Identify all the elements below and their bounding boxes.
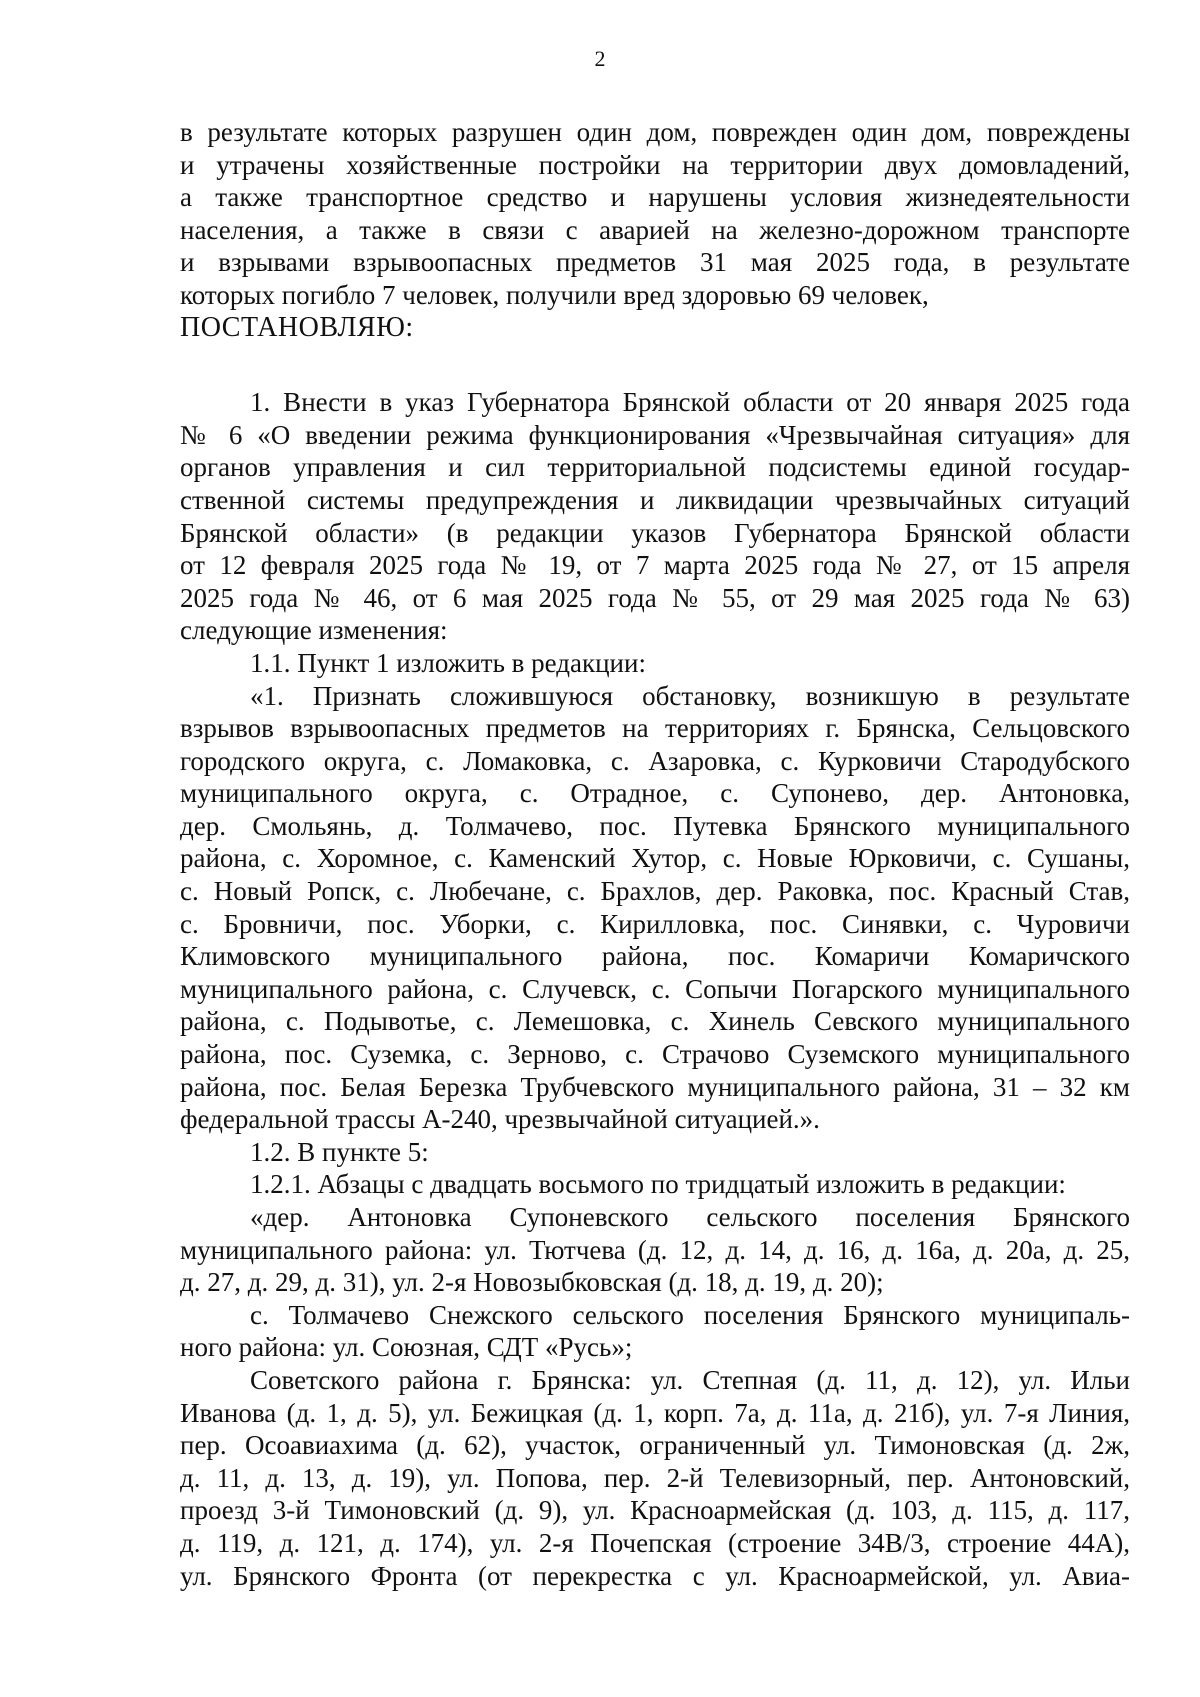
paragraph	[180, 116, 1130, 312]
text-line: района, пос. Суземка, с. Зерново, с. Страчово Суземского муниципального	[180, 1039, 1130, 1070]
text-line: Брянской области» (в редакции указов Губернатора Брянской области	[180, 517, 1130, 548]
text-line: с. Бровничи, пос. Уборки, с. Кирилловка, пос. Синявки, с. Чуровичи	[180, 908, 1130, 939]
text-line: ственной системы предупреждения и ликвидации чрезвычайных ситуаций	[180, 484, 1130, 515]
text-line: Советского района г. Брянска: ул. Степная (д. 11, д. 12), ул. Ильи	[250, 1364, 1130, 1395]
decree-paragraphs	[180, 386, 1130, 1592]
document-body	[180, 116, 1130, 1592]
paragraph-gap	[180, 344, 1130, 386]
text-line: 1. Внести в указ Губернатора Брянской области от 20 января 2025 года	[250, 387, 1130, 418]
text-line: муниципального округа, с. Отрадное, с. Супонево, дер. Антоновка,	[180, 778, 1130, 809]
text-line: района, с. Хоромное, с. Каменский Хутор, с. Новые Юрковичи, с. Сушаны,	[180, 843, 1130, 874]
text-line: городского округа, с. Ломаковка, с. Азаровка, с. Курковичи Стародубского	[180, 745, 1130, 776]
text-line: ул. Брянского Фронта (от перекрестка с ул. Красноармейской, ул. Авиа-	[180, 1560, 1130, 1591]
text-line: 1.2. В пункте 5:	[250, 1136, 429, 1167]
text-line: «1. Признать сложившуюся обстановку, возникшую в результате	[250, 680, 1130, 711]
text-line: проезд 3-й Тимоновский (д. 9), ул. Красноармейская (д. 103, д. 115, д. 117,	[180, 1495, 1130, 1526]
text-line: следующие изменения:	[180, 615, 448, 646]
paragraph	[180, 1136, 1130, 1169]
text-line: 1.1. Пункт 1 изложить в редакции:	[250, 647, 646, 678]
text-line: муниципального района, с. Случевск, с. Сопычи Погарского муниципального	[180, 973, 1130, 1004]
preamble-text	[180, 116, 1130, 312]
text-line: д. 11, д. 13, д. 19), ул. Попова, пер. 2-й Телевизорный, пер. Антоновский,	[180, 1462, 1130, 1493]
page-number: 2	[594, 46, 606, 71]
text-line: муниципального района: ул. Тютчева (д. 12, д. 14, д. 16, д. 16а, д. 20а, д. 25,	[180, 1234, 1130, 1265]
text-line: от 12 февраля 2025 года № 19, от 7 марта 2025 года № 27, от 15 апреля	[180, 550, 1130, 581]
text-line: д. 119, д. 121, д. 174), ул. 2-я Почепская (строение 34В/3, строение 44А),	[180, 1527, 1130, 1558]
text-line: района, с. Подывотье, с. Лемешовка, с. Хинель Севского муниципального	[180, 1006, 1130, 1037]
paragraph	[180, 1201, 1130, 1299]
text-line: пер. Осоавиахима (д. 62), участок, ограниченный ул. Тимоновская (д. 2ж,	[180, 1430, 1130, 1461]
text-line: с. Новый Ропск, с. Любечане, с. Брахлов, дер. Раковка, пос. Красный Став,	[180, 876, 1130, 907]
text-line: и утрачены хозяйственные постройки на территории двух домовладений,	[180, 149, 1130, 180]
text-line: дер. Смольянь, д. Толмачево, пос. Путевка Брянского муниципального	[180, 810, 1130, 841]
text-line: взрывов взрывоопасных предметов на территориях г. Брянска, Сельцовского	[180, 713, 1130, 744]
text-line: и взрывами взрывоопасных предметов 31 мая 2025 года, в результате	[180, 247, 1130, 278]
text-line: 1.2.1. Абзацы с двадцать восьмого по тридцатый изложить в редакции:	[250, 1169, 1066, 1200]
text-line: Иванова (д. 1, д. 5), ул. Бежицкая (д. 1, корп. 7а, д. 11а, д. 21б), ул. 7-я Линия,	[180, 1397, 1130, 1428]
text-line: д. 27, д. 29, д. 31), ул. 2-я Новозыбковская (д. 18, д. 19, д. 20);	[180, 1267, 884, 1298]
text-line: 2025 года № 46, от 6 мая 2025 года № 55, от 29 мая 2025 года № 63)	[180, 582, 1130, 613]
paragraph	[180, 647, 1130, 680]
text-line: района, пос. Белая Березка Трубчевского муниципального района, 31 – 32 км	[180, 1071, 1130, 1102]
text-line: органов управления и сил территориальной подсистемы единой государ-	[180, 452, 1130, 483]
text-line: «дер. Антоновка Супоневского сельского поселения Брянского	[250, 1202, 1130, 1232]
paragraph	[180, 386, 1130, 647]
text-line: ного района: ул. Союзная, СДТ «Русь»;	[180, 1332, 633, 1363]
paragraph	[180, 1364, 1130, 1592]
text-line: в результате которых разрушен один дом, поврежден один дом, повреждены	[180, 117, 1130, 147]
text-line: населения, а также в связи с аварией на железно-дорожном транспорте	[180, 214, 1130, 245]
paragraph	[180, 1299, 1130, 1364]
text-line: федеральной трассы А-240, чрезвычайной ситуацией.».	[180, 1104, 820, 1135]
decree-heading: ПОСТАНОВЛЯЮ:	[180, 311, 414, 343]
text-line: № 6 «О введении режима функционирования «Чрезвычайная ситуация» для	[180, 419, 1130, 450]
text-line: Климовского муниципального района, пос. Комаричи Комаричского	[180, 941, 1130, 972]
paragraph	[180, 1168, 1130, 1201]
text-line: а также транспортное средство и нарушены условия жизнедеятельности	[180, 182, 1130, 213]
paragraph	[180, 680, 1130, 1136]
text-line: которых погибло 7 человек, получили вред здоровью 69 человек,	[180, 279, 929, 310]
text-line: с. Толмачево Снежского сельского поселения Брянского муниципаль-	[250, 1299, 1130, 1330]
